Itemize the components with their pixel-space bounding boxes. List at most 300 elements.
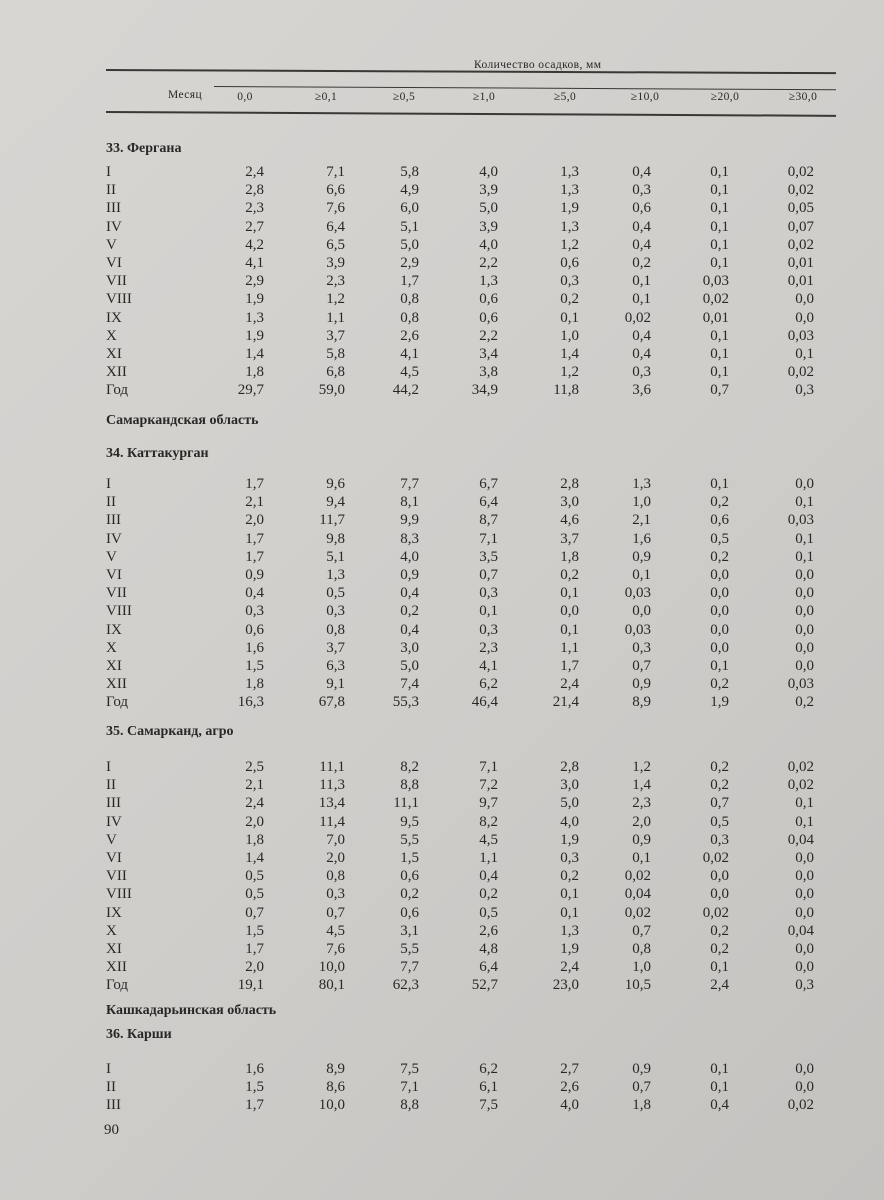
table-cell: 0,5	[245, 886, 264, 903]
table-row	[0, 272, 884, 290]
table-cell: 6,0	[400, 200, 419, 217]
table-row	[0, 530, 884, 548]
table-cell: 0,02	[787, 364, 814, 381]
table-cell: 0,2	[710, 777, 729, 794]
table-cell: 0,0	[795, 1079, 814, 1096]
table-cell: 2,8	[560, 476, 579, 492]
table-cell: 7,7	[400, 476, 419, 492]
table-cell: 0,7	[632, 658, 651, 674]
table-row	[0, 363, 884, 381]
table-cell: 0,01	[787, 273, 814, 290]
table-cell: 0,9	[400, 567, 419, 583]
table-cell: 2,4	[245, 795, 264, 812]
table-cell: 1,7	[245, 476, 264, 492]
table-cell: 3,0	[560, 777, 579, 794]
table-cell: 0,4	[400, 585, 419, 602]
table-cell: 0,0	[632, 603, 651, 620]
table-cell: 2,0	[245, 512, 264, 529]
table-cell: 0,03	[787, 676, 814, 693]
table-cell: 0,03	[624, 585, 651, 602]
month-label: Год	[106, 382, 129, 399]
month-label: II	[106, 777, 116, 794]
table-cell: 52,7	[471, 977, 498, 994]
table-cell: 0,0	[795, 291, 814, 308]
table-cell: 8,1	[400, 494, 419, 511]
table-cell: 2,6	[560, 1079, 579, 1096]
table-row	[0, 922, 884, 940]
month-label: XI	[106, 941, 122, 957]
table-cell: 0,9	[632, 1061, 651, 1077]
table-cell: 5,0	[400, 658, 419, 674]
table-cell: 2,8	[245, 182, 264, 199]
table-cell: 0,2	[560, 567, 579, 583]
table-cell: 1,5	[245, 658, 264, 674]
table-cell: 8,8	[400, 777, 419, 794]
table-cell: 0,0	[795, 639, 814, 656]
table-cell: 0,3	[560, 273, 579, 290]
month-label: V	[106, 236, 117, 253]
table-cell: 9,8	[326, 530, 345, 547]
month-label: III	[106, 1097, 121, 1114]
table-cell: 1,0	[632, 494, 651, 511]
table-cell: 0,4	[710, 1097, 729, 1114]
table-cell: 0,6	[400, 868, 419, 885]
table-cell: 1,4	[632, 777, 651, 794]
table-cell: 11,1	[393, 795, 419, 812]
table-cell: 1,8	[632, 1097, 651, 1114]
region-header: Кашкадарьинская область	[106, 1003, 277, 1018]
table-cell: 2,9	[245, 273, 264, 290]
table-row	[0, 548, 884, 566]
table-cell: 4,1	[400, 346, 419, 362]
month-label: Год	[106, 977, 129, 994]
table-cell: 0,6	[245, 621, 264, 638]
table-cell: 0,7	[479, 567, 498, 583]
table-cell: 2,0	[245, 813, 264, 830]
column-header: ≥0,1	[314, 91, 338, 103]
table-cell: 7,1	[326, 164, 345, 180]
table-cell: 8,9	[632, 694, 651, 711]
table-cell: 3,9	[479, 218, 498, 235]
table-cell: 0,9	[632, 831, 651, 848]
table-cell: 2,7	[245, 218, 264, 235]
table-cell: 0,0	[560, 603, 579, 620]
table-cell: 3,7	[560, 530, 579, 547]
table-cell: 7,2	[479, 777, 498, 794]
table-cell: 0,1	[560, 886, 579, 903]
month-label: I	[106, 164, 111, 180]
table-cell: 0,6	[710, 512, 729, 529]
table-cell: 10,0	[318, 1097, 345, 1114]
table-cell: 1,9	[710, 694, 729, 711]
table-cell: 0,0	[795, 886, 814, 903]
month-label: VII	[106, 273, 127, 290]
table-cell: 3,7	[326, 327, 345, 344]
table-row	[0, 163, 884, 181]
table-cell: 7,7	[400, 959, 419, 976]
table-cell: 0,0	[795, 1061, 814, 1077]
table-cell: 5,0	[400, 236, 419, 253]
station-title: 34. Каттакурган	[106, 446, 209, 461]
table-row	[0, 639, 884, 657]
table-cell: 0,5	[710, 530, 729, 547]
table-cell: 6,5	[326, 236, 345, 253]
table-cell: 1,2	[560, 236, 579, 253]
table-row	[0, 758, 884, 776]
table-cell: 1,9	[245, 327, 264, 344]
table-cell: 0,1	[632, 273, 651, 290]
table-cell: 0,1	[632, 291, 651, 308]
table-row	[0, 1078, 884, 1096]
table-cell: 34,9	[471, 382, 498, 399]
table-row	[0, 566, 884, 584]
table-row	[0, 218, 884, 236]
page-number: 90	[104, 1122, 119, 1138]
table-cell: 0,4	[632, 346, 651, 362]
month-label: VI	[106, 255, 122, 271]
table-cell: 5,0	[560, 795, 579, 812]
table-cell: 0,0	[710, 868, 729, 885]
table-cell: 9,1	[326, 676, 345, 693]
table-cell: 1,7	[400, 273, 419, 290]
table-row	[0, 885, 884, 903]
table-cell: 1,2	[560, 364, 579, 381]
column-header: ≥5,0	[553, 91, 577, 103]
table-cell: 0,1	[560, 309, 579, 326]
table-cell: 59,0	[318, 382, 345, 399]
table-cell: 0,0	[795, 868, 814, 885]
month-label: IX	[106, 904, 122, 921]
table-cell: 1,1	[560, 639, 579, 656]
month-label: XII	[106, 364, 127, 381]
table-cell: 0,1	[710, 255, 729, 271]
table-cell: 0,1	[710, 182, 729, 199]
table-cell: 0,0	[795, 585, 814, 602]
month-label: II	[106, 1079, 116, 1096]
table-cell: 0,6	[400, 904, 419, 921]
table-cell: 44,2	[392, 382, 419, 399]
table-top-rule	[106, 69, 836, 74]
table-cell: 6,4	[479, 494, 498, 511]
table-cell: 0,0	[795, 658, 814, 674]
table-cell: 0,05	[787, 200, 814, 217]
table-cell: 0,2	[710, 941, 729, 957]
table-row	[0, 1060, 884, 1078]
table-cell: 0,2	[710, 676, 729, 693]
column-header: ≥10,0	[630, 91, 660, 103]
table-cell: 8,8	[400, 1097, 419, 1114]
table-cell: 7,1	[479, 530, 498, 547]
table-cell: 0,9	[632, 676, 651, 693]
table-cell: 0,1	[710, 1079, 729, 1096]
table-cell: 8,7	[479, 512, 498, 529]
table-cell: 0,02	[624, 904, 651, 921]
table-cell: 3,9	[326, 255, 345, 271]
table-cell: 9,9	[400, 512, 419, 529]
table-row	[0, 657, 884, 675]
table-cell: 8,3	[400, 530, 419, 547]
table-cell: 1,7	[560, 658, 579, 674]
table-cell: 0,2	[710, 548, 729, 565]
table-cell: 0,5	[479, 904, 498, 921]
table-cell: 8,6	[326, 1079, 345, 1096]
column-header: ≥20,0	[710, 91, 740, 103]
table-cell: 21,4	[552, 694, 579, 711]
table-cell: 1,5	[245, 922, 264, 939]
table-cell: 0,1	[710, 364, 729, 381]
table-cell: 0,0	[795, 959, 814, 976]
table-cell: 0,3	[245, 603, 264, 620]
table-row	[0, 675, 884, 693]
month-label: XII	[106, 676, 127, 693]
table-cell: 0,2	[400, 886, 419, 903]
table-cell: 1,4	[245, 850, 264, 866]
table-cell: 1,7	[245, 530, 264, 547]
table-cell: 4,0	[479, 236, 498, 253]
station-title: 33. Фергана	[106, 141, 182, 156]
table-cell: 2,8	[560, 759, 579, 775]
table-cell: 0,0	[795, 904, 814, 921]
table-cell: 0,2	[560, 291, 579, 308]
table-cell: 0,3	[632, 639, 651, 656]
month-label: III	[106, 512, 121, 529]
table-cell: 4,1	[479, 658, 498, 674]
table-cell: 5,8	[400, 164, 419, 180]
table-cell: 1,3	[479, 273, 498, 290]
table-cell: 2,1	[245, 777, 264, 794]
table-cell: 6,2	[479, 1061, 498, 1077]
table-cell: 0,2	[632, 255, 651, 271]
table-cell: 7,5	[400, 1061, 419, 1077]
table-cell: 7,0	[326, 831, 345, 848]
table-row	[0, 199, 884, 217]
table-cell: 2,5	[245, 759, 264, 775]
month-label: IV	[106, 813, 122, 830]
table-cell: 0,03	[702, 273, 729, 290]
table-cell: 0,0	[795, 941, 814, 957]
month-column-header: Месяц	[168, 89, 203, 101]
table-cell: 1,7	[245, 548, 264, 565]
table-cell: 5,8	[326, 346, 345, 362]
table-cell: 0,8	[400, 309, 419, 326]
table-cell: 1,5	[400, 850, 419, 866]
table-row	[0, 693, 884, 711]
month-label: VII	[106, 585, 127, 602]
table-cell: 0,1	[710, 476, 729, 492]
table-cell: 1,8	[245, 364, 264, 381]
table-cell: 7,1	[400, 1079, 419, 1096]
table-row	[0, 327, 884, 345]
table-cell: 1,2	[326, 291, 345, 308]
table-row	[0, 181, 884, 199]
month-label: Год	[106, 694, 129, 711]
table-cell: 6,2	[479, 676, 498, 693]
table-cell: 1,7	[245, 1097, 264, 1114]
table-cell: 6,6	[326, 182, 345, 199]
table-cell: 0,04	[787, 831, 814, 848]
table-cell: 11,7	[319, 512, 345, 529]
table-cell: 0,7	[632, 1079, 651, 1096]
table-cell: 1,9	[560, 200, 579, 217]
table-cell: 0,6	[632, 200, 651, 217]
table-cell: 0,8	[326, 868, 345, 885]
table-cell: 0,2	[479, 886, 498, 903]
table-cell: 3,4	[479, 346, 498, 362]
table-cell: 0,0	[710, 621, 729, 638]
table-cell: 2,2	[479, 255, 498, 271]
table-cell: 0,1	[710, 218, 729, 235]
table-row	[0, 849, 884, 867]
table-cell: 8,2	[479, 813, 498, 830]
table-cell: 16,3	[237, 694, 264, 711]
table-cell: 1,6	[245, 639, 264, 656]
table-cell: 0,8	[400, 291, 419, 308]
table-cell: 0,8	[326, 621, 345, 638]
table-cell: 0,1	[710, 236, 729, 253]
table-cell: 3,7	[326, 639, 345, 656]
table-cell: 1,3	[560, 164, 579, 180]
table-cell: 5,5	[400, 831, 419, 848]
table-cell: 1,9	[560, 831, 579, 848]
table-cell: 0,02	[787, 1097, 814, 1114]
table-cell: 13,4	[318, 795, 345, 812]
table-cell: 4,5	[400, 364, 419, 381]
month-label: X	[106, 922, 117, 939]
table-cell: 9,7	[479, 795, 498, 812]
table-cell: 6,3	[326, 658, 345, 674]
table-cell: 0,1	[710, 200, 729, 217]
table-cell: 0,1	[710, 346, 729, 362]
station-title: 36. Карши	[106, 1027, 172, 1042]
table-row	[0, 345, 884, 363]
table-header-rule	[214, 86, 836, 90]
table-cell: 1,6	[245, 1061, 264, 1077]
table-cell: 0,1	[560, 585, 579, 602]
table-cell: 7,6	[326, 200, 345, 217]
table-cell: 0,01	[702, 309, 729, 326]
table-row	[0, 602, 884, 620]
table-cell: 5,1	[400, 218, 419, 235]
table-cell: 1,3	[632, 476, 651, 492]
table-cell: 0,1	[710, 164, 729, 180]
table-cell: 7,5	[479, 1097, 498, 1114]
table-row	[0, 1096, 884, 1114]
table-cell: 4,0	[400, 548, 419, 565]
table-cell: 0,4	[632, 218, 651, 235]
table-cell: 5,5	[400, 941, 419, 957]
month-label: X	[106, 639, 117, 656]
table-cell: 0,02	[702, 904, 729, 921]
table-cell: 0,3	[632, 364, 651, 381]
table-cell: 3,5	[479, 548, 498, 565]
table-cell: 2,1	[245, 494, 264, 511]
table-cell: 1,5	[245, 1079, 264, 1096]
table-cell: 7,4	[400, 676, 419, 693]
table-cell: 0,02	[787, 164, 814, 180]
month-label: IV	[106, 218, 122, 235]
table-cell: 0,6	[560, 255, 579, 271]
table-cell: 0,3	[560, 850, 579, 866]
table-cell: 1,0	[632, 959, 651, 976]
month-label: IX	[106, 309, 122, 326]
table-cell: 0,0	[795, 567, 814, 583]
table-cell: 0,7	[710, 382, 729, 399]
table-cell: 1,9	[245, 291, 264, 308]
table-cell: 1,3	[245, 309, 264, 326]
table-cell: 2,1	[632, 512, 651, 529]
table-cell: 2,3	[326, 273, 345, 290]
month-label: XII	[106, 959, 127, 976]
table-header-bottom-rule	[106, 111, 836, 117]
table-cell: 0,2	[710, 494, 729, 511]
table-row	[0, 831, 884, 849]
table-cell: 0,0	[795, 621, 814, 638]
table-cell: 0,0	[795, 850, 814, 866]
table-cell: 0,9	[245, 567, 264, 583]
table-cell: 0,1	[560, 904, 579, 921]
table-cell: 0,2	[400, 603, 419, 620]
table-cell: 0,02	[787, 236, 814, 253]
table-cell: 3,8	[479, 364, 498, 381]
month-label: I	[106, 1061, 111, 1077]
table-cell: 6,1	[479, 1079, 498, 1096]
table-cell: 1,9	[560, 941, 579, 957]
table-cell: 1,4	[560, 346, 579, 362]
table-cell: 0,1	[795, 795, 814, 812]
table-cell: 0,4	[245, 585, 264, 602]
table-cell: 3,9	[479, 182, 498, 199]
table-cell: 55,3	[392, 694, 419, 711]
table-cell: 0,5	[245, 868, 264, 885]
table-cell: 7,1	[479, 759, 498, 775]
table-cell: 9,5	[400, 813, 419, 830]
table-cell: 0,6	[479, 309, 498, 326]
region-header: Самаркандская область	[106, 413, 259, 428]
table-cell: 0,0	[795, 476, 814, 492]
table-cell: 2,4	[560, 676, 579, 693]
month-label: VII	[106, 868, 127, 885]
table-cell: 1,4	[245, 346, 264, 362]
table-cell: 3,0	[400, 639, 419, 656]
table-cell: 5,1	[326, 548, 345, 565]
table-row	[0, 493, 884, 511]
month-label: I	[106, 759, 111, 775]
table-cell: 1,8	[560, 548, 579, 565]
table-cell: 6,4	[326, 218, 345, 235]
table-cell: 1,3	[560, 922, 579, 939]
table-cell: 4,2	[245, 236, 264, 253]
table-cell: 0,7	[632, 922, 651, 939]
table-cell: 2,3	[632, 795, 651, 812]
table-cell: 0,4	[632, 164, 651, 180]
month-label: III	[106, 200, 121, 217]
table-cell: 0,0	[795, 309, 814, 326]
table-cell: 0,1	[795, 548, 814, 565]
table-cell: 0,3	[326, 603, 345, 620]
month-label: XI	[106, 346, 122, 362]
table-cell: 0,4	[632, 327, 651, 344]
column-group-title: Количество осадков, мм	[474, 59, 602, 71]
table-cell: 4,9	[400, 182, 419, 199]
month-label: VIII	[106, 886, 132, 903]
table-cell: 0,3	[479, 621, 498, 638]
table-cell: 1,3	[560, 182, 579, 199]
month-label: V	[106, 548, 117, 565]
table-cell: 0,2	[710, 922, 729, 939]
table-cell: 0,0	[710, 886, 729, 903]
table-cell: 0,1	[795, 346, 814, 362]
table-cell: 0,0	[710, 639, 729, 656]
